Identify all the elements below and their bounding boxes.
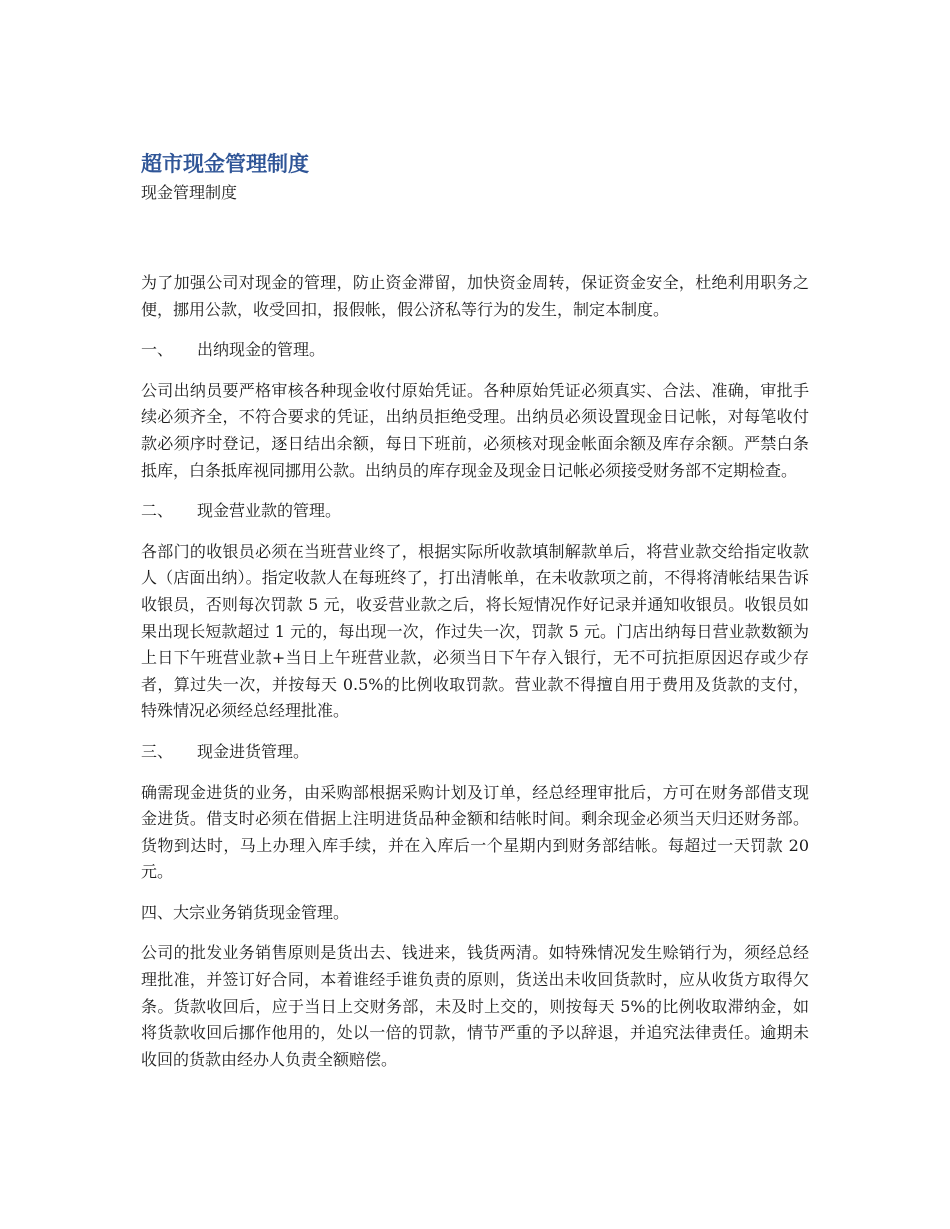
section-number-1: 一、 <box>141 340 174 360</box>
section-number-3: 三、 <box>141 741 174 761</box>
document-subtitle: 现金管理制度 <box>141 183 238 202</box>
section-heading-1 <box>141 337 809 364</box>
section-heading-text-1: 出纳现金的管理。 <box>197 340 326 360</box>
section-heading-text-4: 四、大宗业务销货现金管理。 <box>141 902 350 922</box>
document-title: 超市现金管理制度 <box>141 152 309 176</box>
section-number-2: 二、 <box>141 501 174 521</box>
document-page <box>141 148 809 1087</box>
section-heading-2 <box>141 498 809 525</box>
section-heading-text-3: 现金进货管理。 <box>197 741 310 761</box>
section-body-1: 公司出纳员要严格审核各种现金收付原始凭证。各种原始凭证必须真实、合法、准确，审批手续必须齐全，不符合要求的凭证，出纳员拒绝受理。出纳员必须设置现金日记帐，对每笔收付款必须序时登记，逐日结出余额，每日下班前，必须核对现金帐面余额及库存余额。严禁白条抵库，白条抵库视同挪用公款。出纳员的库存现金及现金日记帐必须接受财务部不定期检查。 <box>141 380 809 480</box>
section-body-2: 各部门的收银员必须在当班营业终了，根据实际所收款填制解款单后，将营业款交给指定收款人（店面出纳）。指定收款人在每班终了，打出清帐单，在未收款项之前，不得将清帐结果告诉收银员，否则每次罚款 5 元，收妥营业款之后，将长短情况作好记录并通知收银员。收银员如果出现长短款超过 1 元的，每出现一次，作过失一次，罚款 5 元。门店出纳每日营业款数额为上日下午班营业款+当日上午班营业款，必须当日下午存入银行，无不可抗拒原因迟存或少存者，算过失一次，并按每天 0.5%的比例收取罚款。营业款不得擅自用于费用及货款的支付，特殊情况必须经总经理批准。 <box>141 541 809 721</box>
intro-paragraph: 为了加强公司对现金的管理，防止资金滞留，加快资金周转，保证资金安全，杜绝利用职务之便，挪用公款，收受回扣，报假帐，假公济私等行为的发生，制定本制度。 <box>141 273 809 319</box>
section-heading-text-2: 现金营业款的管理。 <box>197 501 342 521</box>
section-body-3: 确需现金进货的业务，由采购部根据采购计划及订单，经总经理审批后，方可在财务部借支现金进货。借支时必须在借据上注明进货品种金额和结帐时间。剩余现金必须当天归还财务部。货物到达时，马上办理入库手续，并在入库后一个星期内到财务部结帐。每超过一天罚款 20 元。 <box>141 782 809 882</box>
document-body <box>141 270 809 1073</box>
section-body-4: 公司的批发业务销售原则是货出去、钱进来，钱货两清。如特殊情况发生赊销行为，须经总经理批准，并签订好合同，本着谁经手谁负责的原则，货送出未收回货款时，应从收货方取得欠条。货款收回后，应于当日上交财务部，未及时上交的，则按每天 5%的比例收取滞纳金，如将货款收回后挪作他用的，处以一倍的罚款，情节严重的予以辞退，并追究法律责任。逾期未收回的货款由经办人负责全额赔偿。 <box>141 943 809 1069</box>
section-heading-3 <box>141 739 809 766</box>
section-heading-4 <box>141 900 809 927</box>
